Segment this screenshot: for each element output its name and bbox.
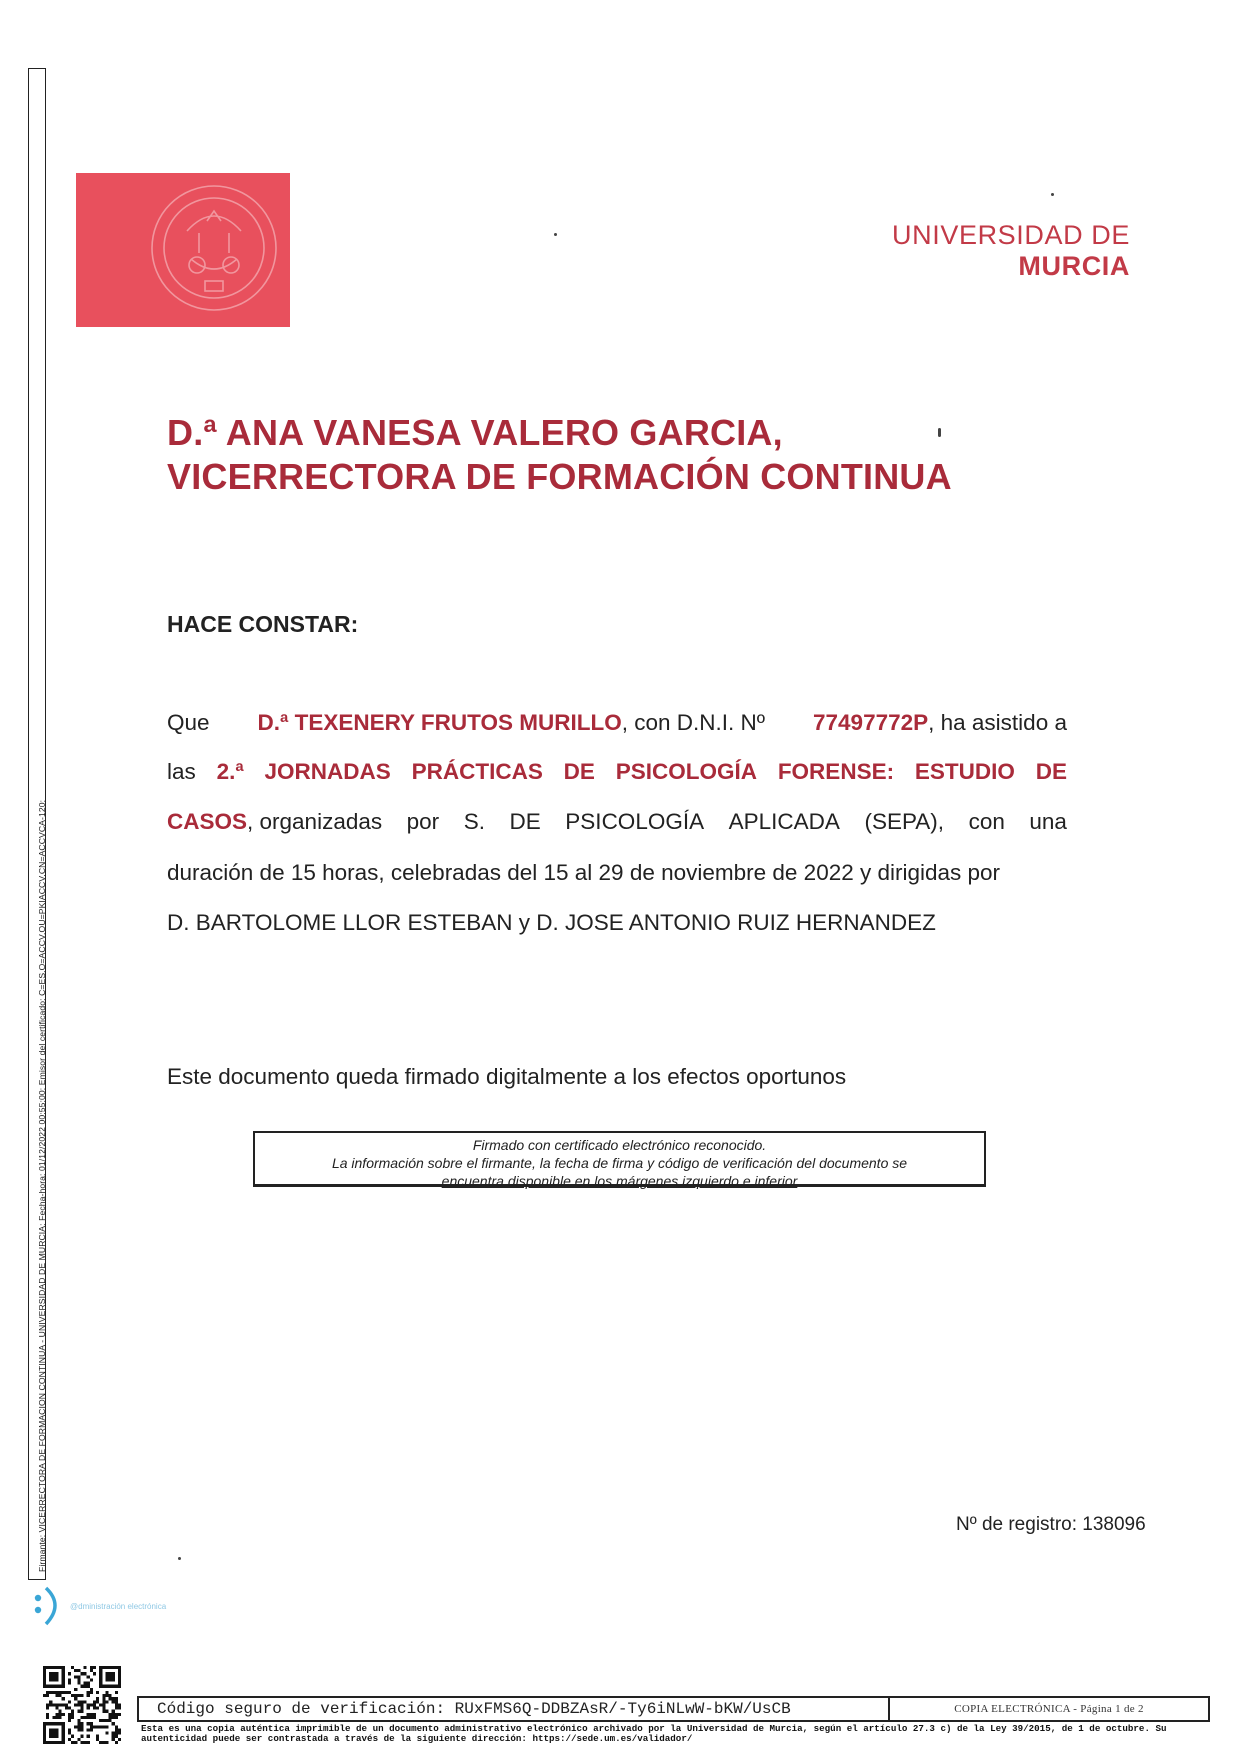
body-line-4: duración de 15 horas, celebradas del 15 al 29 de noviembre de 2022 y dirigidas por bbox=[167, 860, 1001, 885]
body-word: por bbox=[406, 809, 440, 834]
verification-code-box bbox=[137, 1696, 1210, 1722]
body-word: (SEPA), bbox=[864, 809, 945, 834]
body-word: PSICOLOGÍA bbox=[565, 809, 705, 834]
course-word: DE bbox=[1035, 759, 1067, 784]
hace-constar-heading: HACE CONSTAR: bbox=[167, 611, 359, 637]
body-word: S. bbox=[463, 809, 485, 834]
university-name bbox=[860, 220, 1130, 282]
body-word: APLICADA bbox=[728, 809, 840, 834]
attendee-name: D.ª TEXENERY FRUTOS MURILLO bbox=[257, 710, 622, 735]
course-word: PRÁCTICAS bbox=[411, 759, 543, 784]
notice-line-2: La información sobre el firmante, la fecha de firma y código de verificación del documento se bbox=[331, 1155, 908, 1171]
qr-code-icon bbox=[43, 1666, 121, 1744]
authenticity-footnote: Esta es una copia auténtica imprimible de un documento administrativo electrónico archivado por la Universidad de Murcia, según el artículo 27.3 c) de la Ley 39/2015, de 1 de octubre. Su autenticidad puede ser contrastada a través de la siguiente dirección: https://sede.um.es/validador/ bbox=[141, 1723, 1167, 1744]
body-line-3 bbox=[167, 809, 1067, 835]
signature-margin-text: Firmante: VICERRECTORA DE FORMACION CONTINUA - UNIVERSIDAD DE MURCIA; Fecha-hora: 01/12/2022 00:55:00; Emisor del certificado: C=ES,O=ACCV,OU=PKIACCV,CN=ACCVCA-120; bbox=[37, 799, 47, 1572]
scan-speck bbox=[178, 1557, 181, 1560]
verification-code-value: RUxFMS6Q-DDBZAsR/-Ty6iNLwW-bKW/UsCB bbox=[454, 1700, 791, 1718]
text-las: las bbox=[167, 759, 196, 784]
body-word: una bbox=[1029, 809, 1067, 834]
attendee-dni: 77497772P bbox=[813, 710, 929, 735]
scan-speck bbox=[1051, 193, 1054, 196]
verification-code[interactable] bbox=[139, 1698, 890, 1720]
body-word: DE bbox=[509, 809, 541, 834]
body-line-5: D. BARTOLOME LLOR ESTEBAN y D. JOSE ANTONIO RUIZ HERNANDEZ bbox=[167, 910, 936, 935]
body-line-2 bbox=[167, 759, 1067, 785]
signed-statement: Este documento queda firmado digitalmente a los efectos oportunos bbox=[167, 1064, 847, 1089]
university-seal-icon bbox=[147, 181, 281, 315]
registration-number: Nº de registro: 138096 bbox=[956, 1514, 1146, 1535]
body-line-1 bbox=[167, 710, 1067, 736]
text-que: Que bbox=[167, 710, 210, 735]
course-word: PSICOLOGÍA bbox=[615, 759, 757, 784]
e-administration-logo-icon bbox=[30, 1584, 167, 1632]
body-word: con bbox=[968, 809, 1005, 834]
course-word: DE bbox=[563, 759, 595, 784]
scan-speck bbox=[554, 233, 557, 236]
admin-logo-text: @dministración electrónica bbox=[70, 1602, 167, 1611]
text-asistido: , ha asistido a bbox=[928, 710, 1067, 735]
signer-name: D.ª ANA VANESA VALERO GARCIA, bbox=[167, 412, 783, 453]
body-word: , organizadas bbox=[247, 809, 383, 834]
copy-page-label: COPIA ELECTRÓNICA - Página 1 de 2 bbox=[954, 1703, 1144, 1715]
scan-speck bbox=[938, 428, 941, 437]
text-dni-label: , con D.N.I. Nº bbox=[621, 710, 765, 735]
university-name-line1: UNIVERSIDAD DE bbox=[892, 220, 1130, 250]
course-word: ESTUDIO bbox=[914, 759, 1015, 784]
notice-line-1: Firmado con certificado electrónico reconocido. bbox=[472, 1137, 767, 1153]
signer-title: VICERRECTORA DE FORMACIÓN CONTINUA bbox=[167, 456, 952, 497]
course-word: CASOS bbox=[167, 809, 248, 834]
verification-code-label: Código seguro de verificación: bbox=[157, 1700, 446, 1718]
signature-notice-box bbox=[253, 1131, 986, 1187]
university-name-line2: MURCIA bbox=[1018, 251, 1130, 281]
notice-line-3: encuentra disponible en los márgenes izquierdo e inferior bbox=[441, 1173, 798, 1189]
course-word: FORENSE: bbox=[777, 759, 895, 784]
course-word: JORNADAS bbox=[264, 759, 391, 784]
course-word: 2.ª bbox=[216, 759, 244, 784]
